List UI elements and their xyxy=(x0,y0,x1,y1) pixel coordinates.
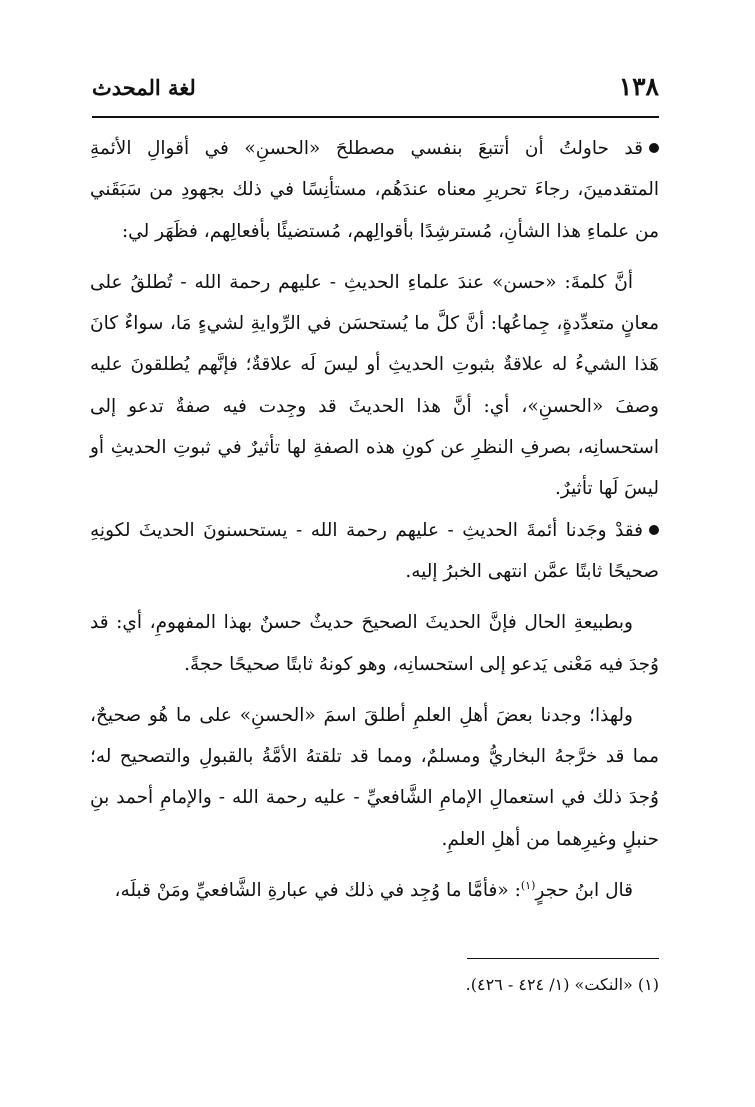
body-text xyxy=(90,128,659,911)
footnote-rule xyxy=(467,958,659,959)
running-title: لغة المحدث xyxy=(92,75,196,100)
paragraph-nature: وبطبيعةِ الحال فإنَّ الحديثَ الصحيحَ حديثٌ حسنٌ بهذا المفهومِ، أي: قد وُجدَ فيه مَعْنى يَدعو إلى استحسانِه، وهو كونهُ ثابتًا صحيحًا حجةً. xyxy=(90,612,659,675)
quote-separator: : xyxy=(508,880,521,902)
paragraph-definition: أنَّ كلمةَ: «حسن» عندَ علماءِ الحديثِ - عليهم رحمة الله - تُطلقُ على معانٍ متعدِّدةٍ، جِماعُها: أنَّ كلَّ ما يُستحسَن في الرِّوايةِ لشيءٍ مَا، سواءٌ كانَ هَذا الشيءُ له علاقةٌ بثبوتِ الحديثِ أو ليسَ لَه علاقةٌ؛ فإنَّهم يُطلقونَ عليه وصفَ «الحسنِ»، أي: أنَّ هذا الحديثَ قد وجِدت فيه صفةٌ تدعو إلى استحسانِه، بصرفِ النظرِ عن كونِ هذه الصفةِ لها تأثيرٌ في ثبوتِ الحديثِ أو ليسَ لَها تأثيرٌ. xyxy=(90,271,659,500)
bullet-icon xyxy=(649,143,659,153)
paragraph-usage: ولهذا؛ وجدنا بعضَ أهلِ العلمِ أطلقَ اسمَ «الحسنِ» على ما هُو صحيحٌ، مما قد خرَّجهُ البخاريُّ ومسلمٌ، ومما قد تلقتهُ الأمَّةُ بالقبولِ والتصحيح له؛ وُجدَ ذلك في استعمالِ الإمامِ الشَّافعيِّ - عليه رحمة الله - والإمامِ أحمد بنِ حنبلٍ وغيرِهما من أهلِ العلمِ. xyxy=(90,704,659,850)
paragraph-text: فقدْ وجَدنا أئمةَ الحديثِ - عليهم رحمة الله - يستحسنونَ الحديثَ لكونِهِ صحيحًا ثابتًا عمَّن انتهى الخبرُ إليه. xyxy=(90,519,659,582)
quote-intro: قال ابنُ حجرٍ xyxy=(535,880,633,902)
page-header xyxy=(92,70,659,110)
paragraph-quote xyxy=(90,870,659,911)
page-number: ١٣٨ xyxy=(618,72,659,101)
paragraph-bullet-2 xyxy=(90,510,659,593)
paragraph-bullet-1 xyxy=(90,128,659,252)
footnote: (١) «النكت» (١/ ٤٢٤ - ٤٢٦). xyxy=(465,975,659,994)
quote-text: «فأمَّا ما وُجِد في ذلك في عبارةِ الشَّافعيِّ ومَنْ قبلَه، xyxy=(114,880,509,902)
bullet-icon xyxy=(649,525,659,535)
header-rule xyxy=(92,116,659,118)
footnote-reference: (١) xyxy=(520,878,536,892)
paragraph-text: قد حاولتُ أن أتتبعَ بنفسي مصطلحَ «الحسنِ» في أقوالِ الأئمةِ المتقدمينَ، رجاءَ تحريرِ معناه عندَهُم، مستأنِسًا في ذلك بجهودِ من سَبَقَني من علماءِ هذا الشأنِ، مُسترشِدًا بأقوالِهم، مُستضيئًا بأفعالِهم، فظَهَر لي: xyxy=(90,138,659,242)
